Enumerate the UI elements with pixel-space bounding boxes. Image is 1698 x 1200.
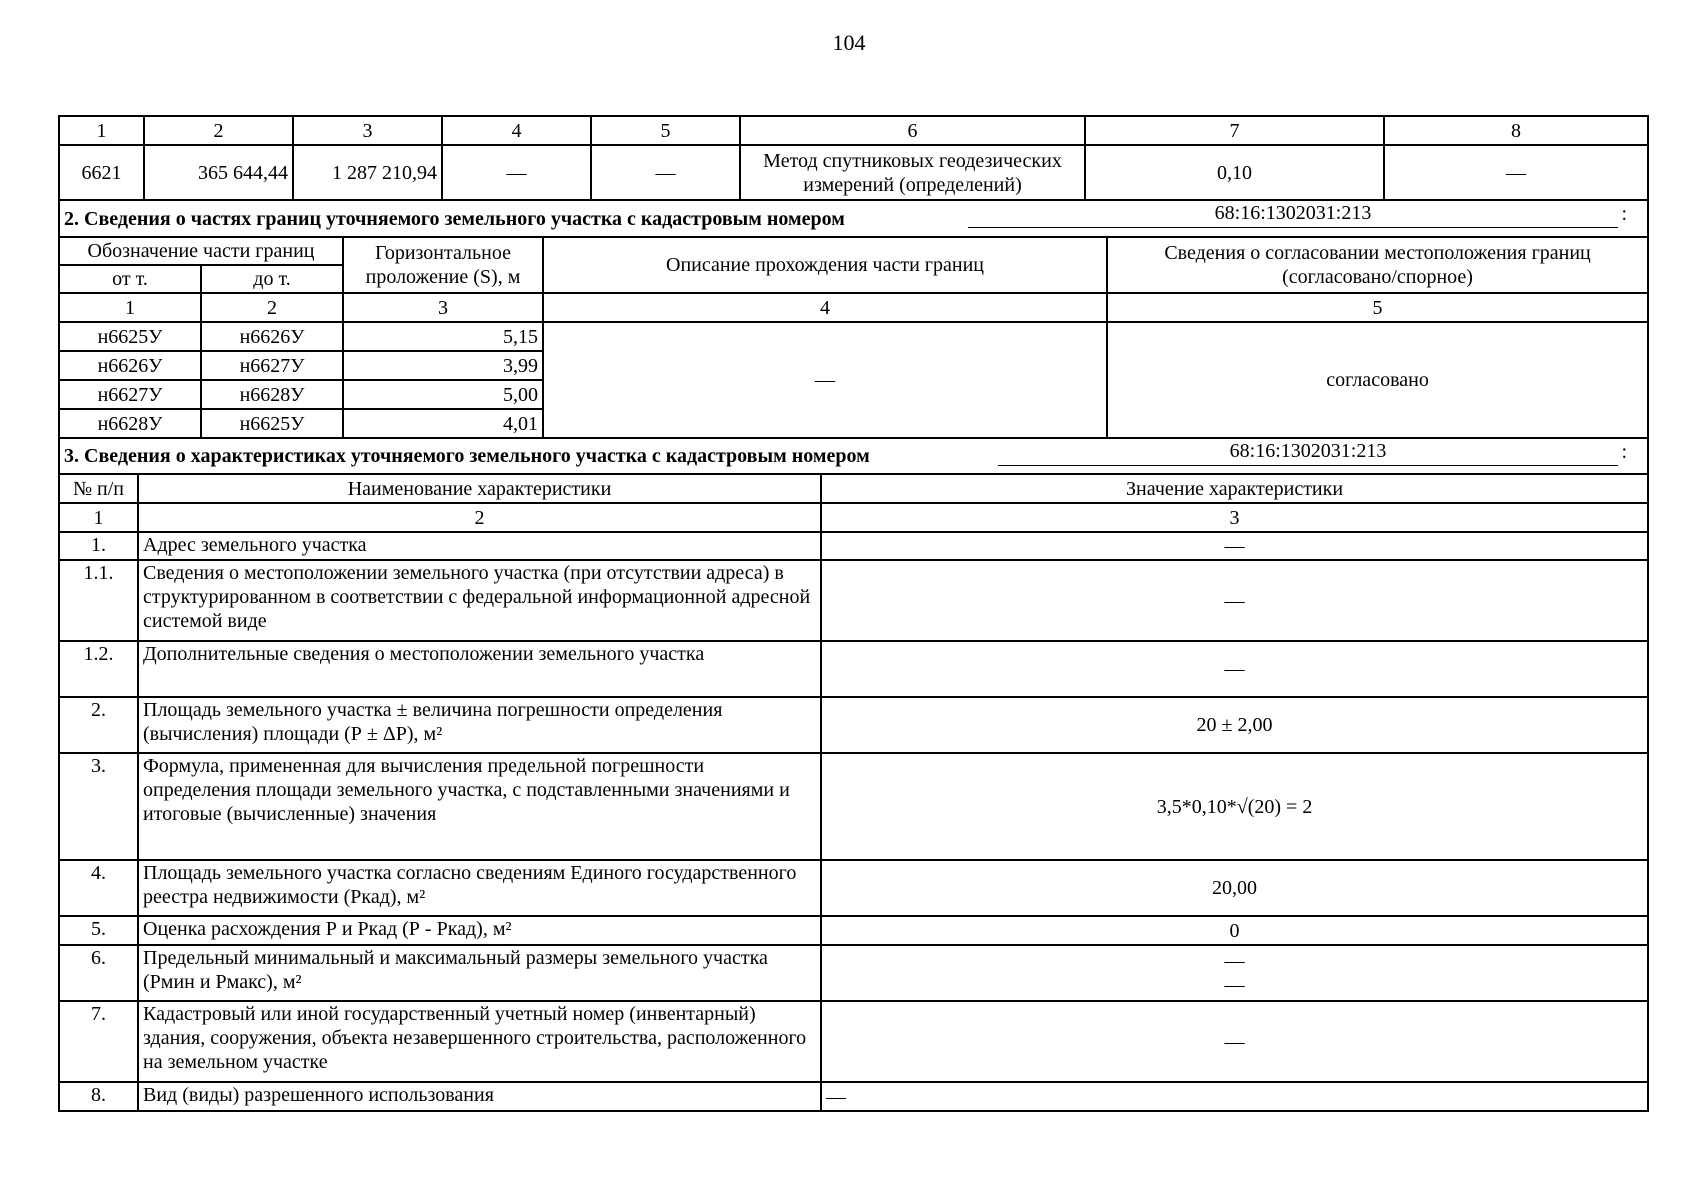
horizontal-distance: 5,15 xyxy=(343,322,543,351)
header-characteristic-value: Значение характеристики xyxy=(821,474,1648,503)
row-number: 2. xyxy=(59,697,138,753)
col-number: 3 xyxy=(821,503,1648,532)
col-number: 1 xyxy=(59,293,201,322)
col-number: 7 xyxy=(1085,116,1384,145)
header-horizontal: Горизонтальное проложение (S), м xyxy=(343,237,543,293)
section2-header-row xyxy=(59,237,1648,265)
table-row xyxy=(59,145,1648,200)
coordinate-x: 365 644,44 xyxy=(144,145,293,200)
col-number: 8 xyxy=(1384,116,1648,145)
table-row xyxy=(59,753,1648,860)
cell-dash: — xyxy=(442,145,591,200)
table-row xyxy=(59,860,1648,916)
header-agreement: Сведения о согласовании местоположения границ (согласовано/спорное) xyxy=(1107,237,1648,293)
col-number: 2 xyxy=(138,503,821,532)
horizontal-distance: 4,01 xyxy=(343,409,543,438)
table-row xyxy=(59,322,1648,351)
col-number: 4 xyxy=(543,293,1107,322)
table-row xyxy=(59,1082,1648,1111)
table-row xyxy=(59,945,1648,1001)
max-size-value: — xyxy=(1224,974,1245,996)
table-row xyxy=(59,916,1648,945)
characteristic-name: Адрес земельного участка xyxy=(138,532,821,560)
row-number: 3. xyxy=(59,753,138,860)
col-number: 1 xyxy=(59,503,138,532)
characteristic-name: Сведения о местоположении земельного участка (при отсутствии адреса) в структурированном в соответствии с федеральной информационной адресной системой виде xyxy=(138,560,821,641)
column-number-row xyxy=(59,116,1648,145)
section3-colon: : xyxy=(1621,441,1628,463)
method-cell: Метод спутниковых геодезических измерений (определений) xyxy=(740,145,1085,200)
point-from: н6626У xyxy=(59,351,201,380)
row-number: 6. xyxy=(59,945,138,1001)
col-number: 5 xyxy=(1107,293,1648,322)
section3-title-row xyxy=(59,438,1648,474)
header-to: до т. xyxy=(201,265,343,293)
section2-colon: : xyxy=(1621,203,1628,225)
cell-dash: — xyxy=(1384,145,1648,200)
section3-column-number-row xyxy=(59,503,1648,532)
characteristic-name: Оценка расхождения Р и Ркад (Р - Ркад), м² xyxy=(138,916,821,945)
header-description: Описание прохождения части границ xyxy=(543,237,1107,293)
table-row xyxy=(59,532,1648,560)
coordinates-table xyxy=(58,115,1649,201)
row-number: 5. xyxy=(59,916,138,945)
point-to: н6628У xyxy=(201,380,343,409)
row-number: 1.2. xyxy=(59,641,138,697)
characteristic-name: Дополнительные сведения о местоположении земельного участка xyxy=(138,641,821,697)
table-row xyxy=(59,560,1648,641)
row-number: 4. xyxy=(59,860,138,916)
col-number: 1 xyxy=(59,116,144,145)
header-from: от т. xyxy=(59,265,201,293)
characteristic-value: — xyxy=(821,641,1648,697)
characteristic-name: Предельный минимальный и максимальный размеры земельного участка (Рмин и Рмакс), м² xyxy=(138,945,821,1001)
characteristic-name: Вид (виды) разрешенного использования xyxy=(138,1082,821,1111)
header-characteristic-name: Наименование характеристики xyxy=(138,474,821,503)
table-row xyxy=(59,1001,1648,1082)
table-row xyxy=(59,697,1648,753)
characteristic-value: 3,5*0,10*√(20) = 2 xyxy=(821,753,1648,860)
section3-header-row xyxy=(59,474,1648,503)
point-to: н6626У xyxy=(201,322,343,351)
section2-cadastral-number: 68:16:1302031:213 xyxy=(968,201,1618,228)
col-number: 6 xyxy=(740,116,1085,145)
section3-title-text: 3. Сведения о характеристиках уточняемого земельного участка с кадастровым номером xyxy=(64,445,870,467)
characteristic-value-pair xyxy=(821,945,1648,1001)
section2-column-number-row xyxy=(59,293,1648,322)
characteristic-name: Кадастровый или иной государственный учетный номер (инвентарный) здания, сооружения, объекта незавершенного строительства, расположенного на земельном участке xyxy=(138,1001,821,1082)
row-number: 7. xyxy=(59,1001,138,1082)
characteristic-value: — xyxy=(821,532,1648,560)
point-from: н6627У xyxy=(59,380,201,409)
coordinate-y: 1 287 210,94 xyxy=(293,145,442,200)
point-to: н6627У xyxy=(201,351,343,380)
section3-title xyxy=(59,438,1648,474)
header-boundary-part: Обозначение части границ xyxy=(59,237,343,265)
characteristic-name: Площадь земельного участка ± величина погрешности определения (вычисления) площади (Р ± ΔР), м² xyxy=(138,697,821,753)
horizontal-distance: 3,99 xyxy=(343,351,543,380)
cell-dash: — xyxy=(591,145,740,200)
header-num: № п/п xyxy=(59,474,138,503)
characteristic-name: Формула, примененная для вычисления предельной погрешности определения площади земельного участка, с подставленными значениями и итоговые (вычисленные) значения xyxy=(138,753,821,860)
min-size-value: — xyxy=(1224,950,1245,972)
point-from: н6628У xyxy=(59,409,201,438)
page-number: 104 xyxy=(832,30,866,55)
characteristic-value: — xyxy=(821,1082,1648,1111)
point-number: 6621 xyxy=(59,145,144,200)
characteristic-value: 20 ± 2,00 xyxy=(821,697,1648,753)
row-number: 8. xyxy=(59,1082,138,1111)
description-value: — xyxy=(543,322,1107,438)
col-number: 4 xyxy=(442,116,591,145)
row-number: 1.1. xyxy=(59,560,138,641)
row-number: 1. xyxy=(59,532,138,560)
sections-table xyxy=(58,199,1649,1112)
col-number: 3 xyxy=(293,116,442,145)
col-number: 3 xyxy=(343,293,543,322)
col-number: 5 xyxy=(591,116,740,145)
horizontal-distance: 5,00 xyxy=(343,380,543,409)
point-from: н6625У xyxy=(59,322,201,351)
characteristic-value: 0 xyxy=(821,916,1648,945)
characteristic-name: Площадь земельного участка согласно сведениям Единого государственного реестра недвижимости (Ркад), м² xyxy=(138,860,821,916)
section2-title xyxy=(59,200,1648,237)
point-to: н6625У xyxy=(201,409,343,438)
agreement-value: согласовано xyxy=(1107,322,1648,438)
characteristic-value: — xyxy=(821,560,1648,641)
section3-cadastral-number: 68:16:1302031:213 xyxy=(998,439,1618,466)
col-number: 2 xyxy=(144,116,293,145)
characteristic-value: 20,00 xyxy=(821,860,1648,916)
accuracy-cell: 0,10 xyxy=(1085,145,1384,200)
characteristic-value: — xyxy=(821,1001,1648,1082)
col-number: 2 xyxy=(201,293,343,322)
table-row xyxy=(59,641,1648,697)
section2-title-text: 2. Сведения о частях границ уточняемого земельного участка с кадастровым номером xyxy=(64,207,845,230)
section2-title-row xyxy=(59,200,1648,237)
